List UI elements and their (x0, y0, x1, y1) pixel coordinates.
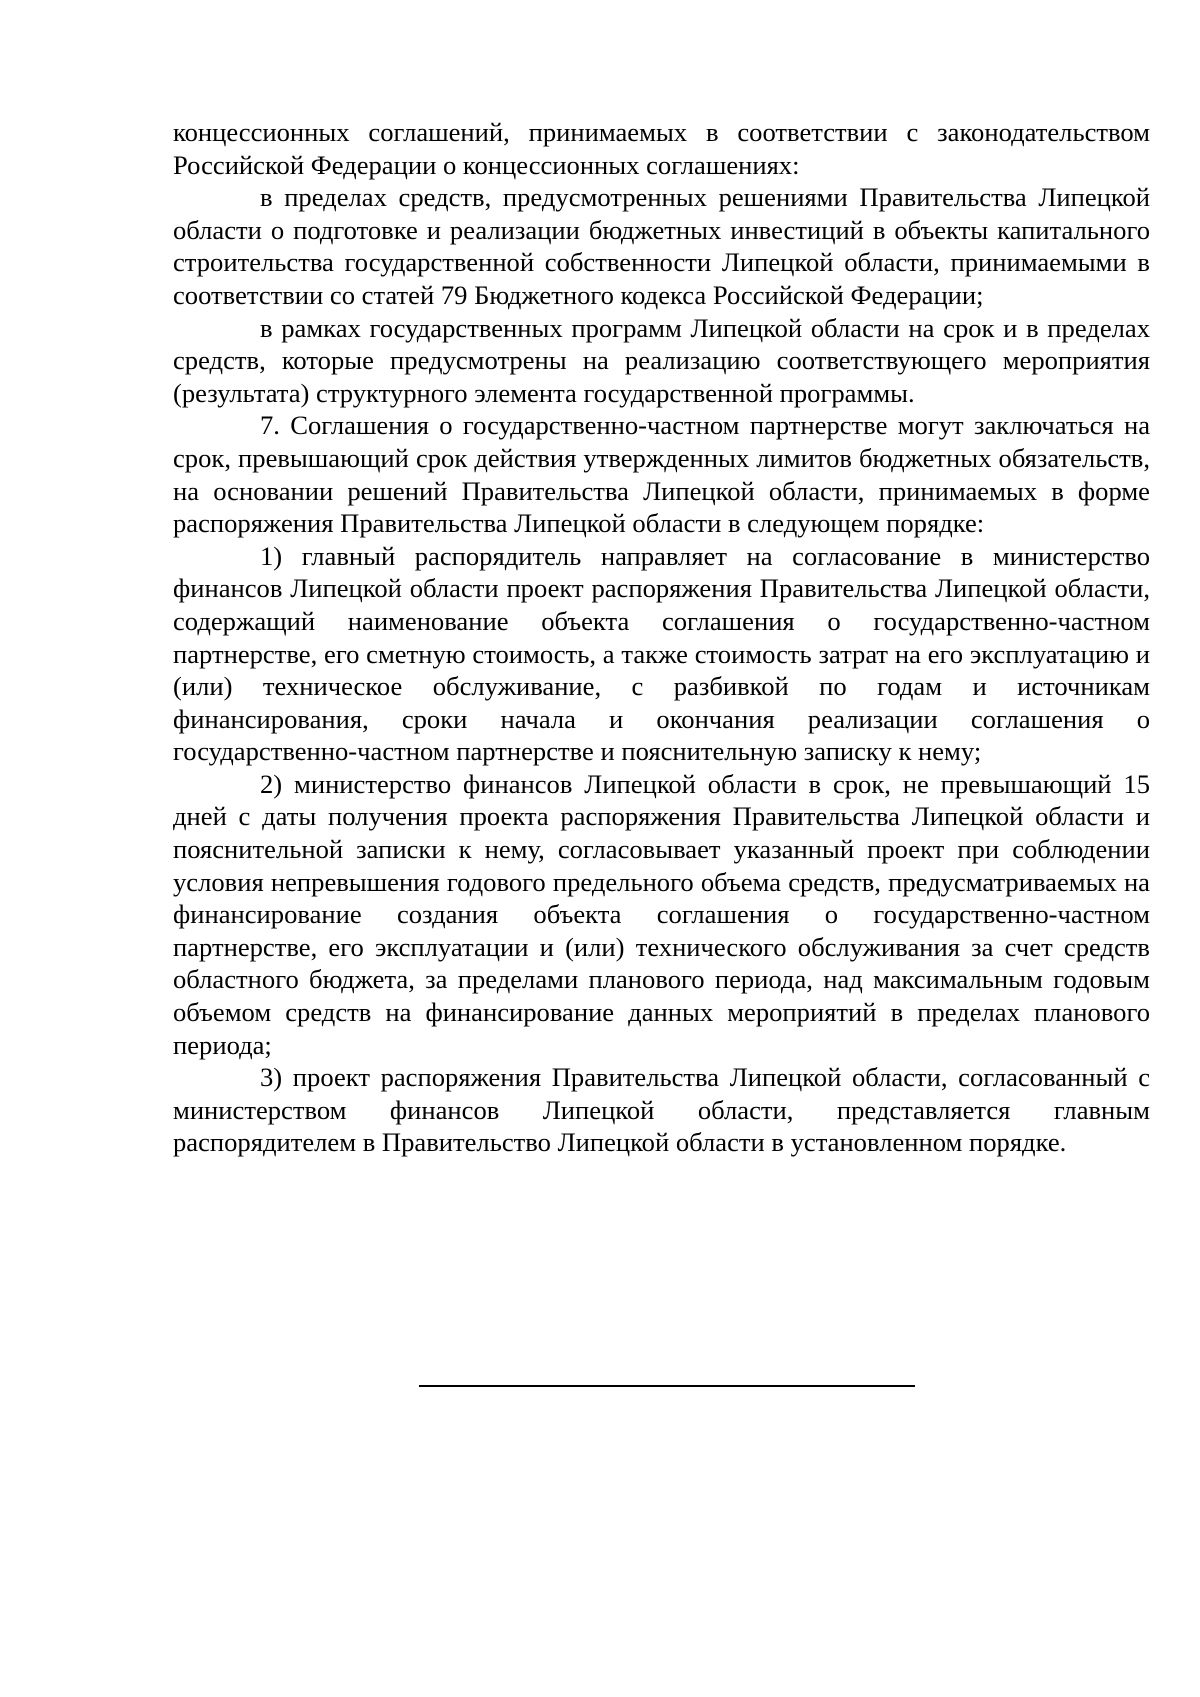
paragraph-item-7: 7. Соглашения о государственно-частном партнерстве могут заключаться на срок, превышающий срок действия утвержденных лимитов бюджетных обязательств, на основании решений Правительства Липецкой области, принимаемых в форме распоряжения Правительства Липецкой области в следующем порядке: (173, 410, 1150, 539)
paragraph-continuation: концессионных соглашений, принимаемых в соответствии с законодательством Российской Федерации о концессионных соглашениях: (173, 117, 1150, 180)
paragraph-state-programs: в рамках государственных программ Липецкой области на срок и в пределах средств, которые предусмотрены на реализацию соответствующего мероприятия (результата) структурного элемента государственной программы. (173, 312, 1150, 408)
paragraph-subitem-1: 1) главный распорядитель направляет на согласование в министерство финансов Липецкой области проект распоряжения Правительства Липецкой области, содержащий наименование объекта соглашения о государственно-частном партнерстве, его сметную стоимость, а также стоимость затрат на его эксплуатацию и (или) техническое обслуживание, с разбивкой по годам и источникам финансирования, сроки начала и окончания реализации соглашения о государственно-частном партнерстве и пояснительную записку к нему; (173, 540, 1150, 767)
paragraph-budget-investments: в пределах средств, предусмотренных решениями Правительства Липецкой области о подготовке и реализации бюджетных инвестиций в объекты капитального строительства государственной собственности Липецкой области, принимаемыми в соответствии со статей 79 Бюджетного кодекса Российской Федерации; (173, 182, 1150, 310)
paragraph-subitem-2: 2) министерство финансов Липецкой области в срок, не превышающий 15 дней с даты получения проекта распоряжения Правительства Липецкой области и пояснительной записки к нему, согласовывает указанный проект при соблюдении условия непревышения годового предельного объема средств, предусматриваемых на финансирование создания объекта соглашения о государственно-частном партнерстве, его эксплуатации и (или) технического обслуживания за счет средств областного бюджета, за пределами планового периода, над максимальным годовым объемом средств на финансирование данных мероприятий в пределах планового периода; (173, 768, 1150, 1060)
document-body (173, 116, 1150, 1159)
paragraph-subitem-3: 3) проект распоряжения Правительства Липецкой области, согласованный с министерством финансов Липецкой области, представляется главным распорядителем в Правительство Липецкой области в установленном порядке. (173, 1062, 1150, 1158)
end-separator-line (419, 1385, 915, 1387)
